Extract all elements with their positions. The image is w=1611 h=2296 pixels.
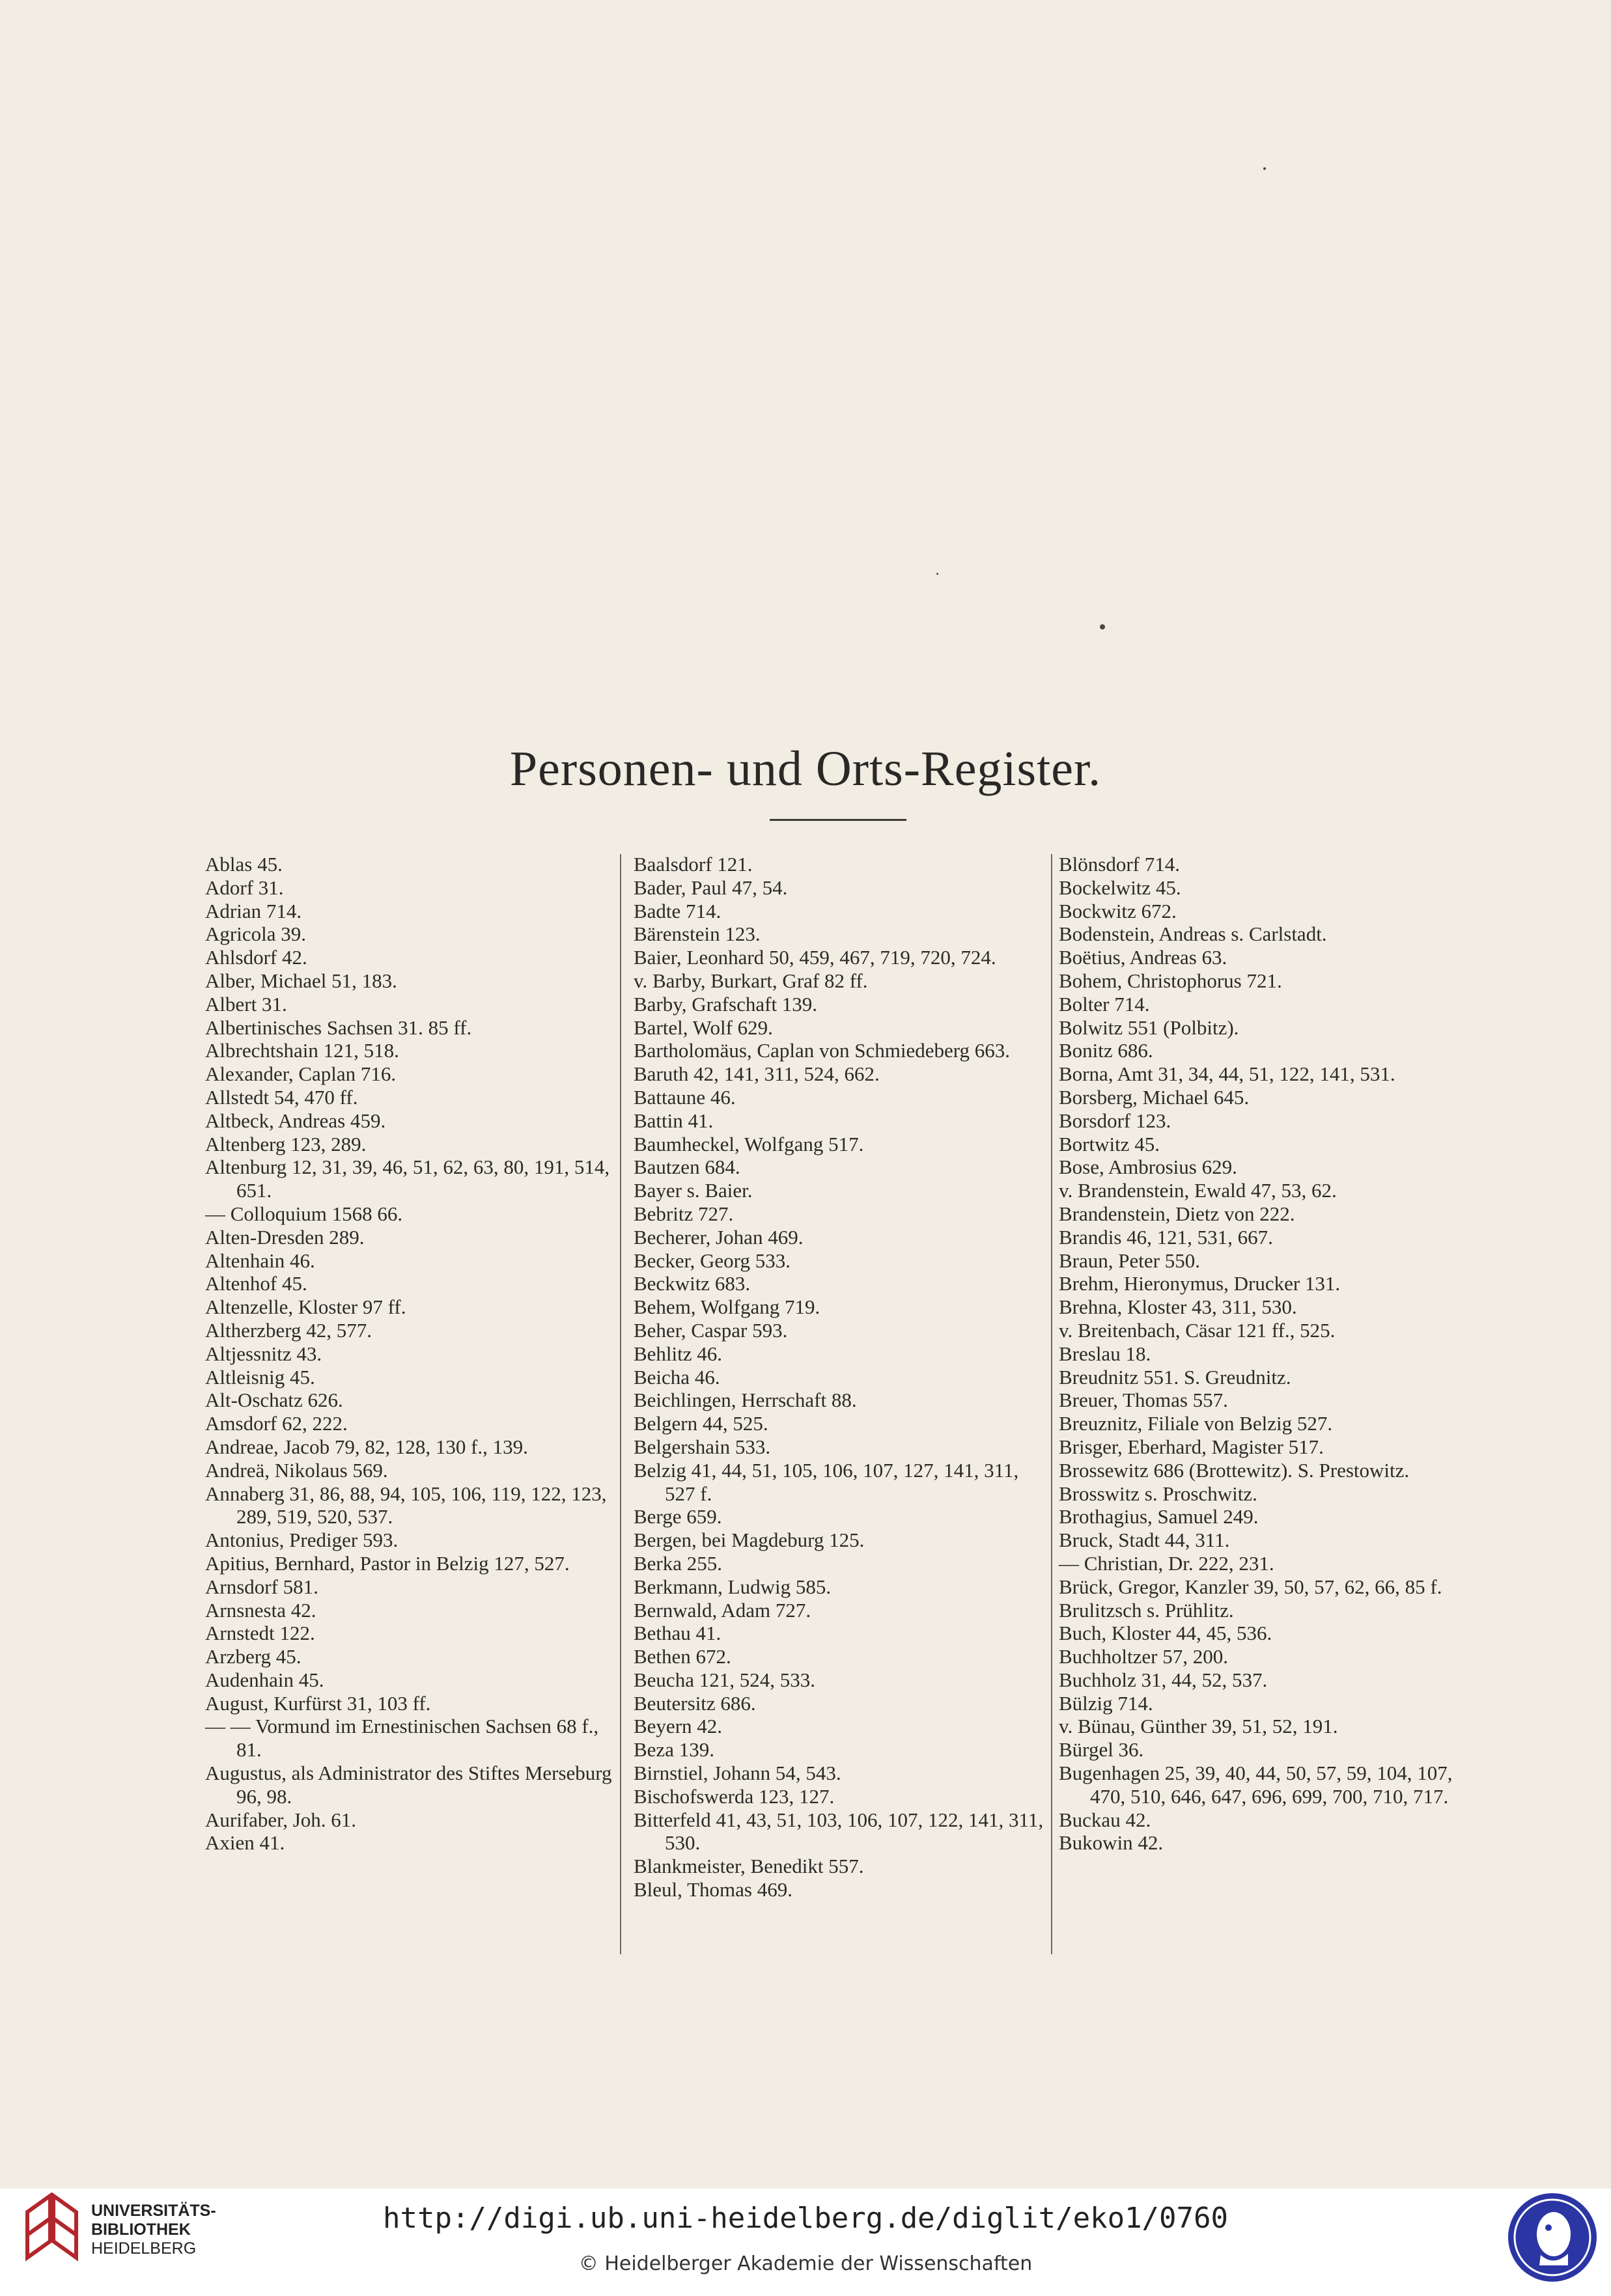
register-entry: Arnsnesta 42.: [205, 1598, 316, 1622]
register-column-1: [205, 853, 612, 1855]
register-entry: Altenburg 12, 31, 39, 46, 51, 62, 63, 80, 191, 514, 651.: [205, 1155, 610, 1202]
register-entry: — — Vormund im Ernestinischen Sachsen 68 f., 81.: [205, 1715, 599, 1762]
register-entry: Audenhain 45.: [205, 1668, 324, 1691]
register-entry: Bolwitz 551 (Polbitz).: [1059, 1016, 1239, 1039]
register-entry: Behem, Wolfgang 719.: [634, 1295, 820, 1319]
register-entry: Albrechtshain 121, 518.: [205, 1039, 399, 1062]
register-entry: Brück, Gregor, Kanzler 39, 50, 57, 62, 66, 85 f.: [1059, 1575, 1442, 1598]
register-entry: Baalsdorf 121.: [634, 853, 753, 876]
register-entry: Arnstedt 122.: [205, 1622, 315, 1645]
register-entry: Bitterfeld 41, 43, 51, 103, 106, 107, 122, 141, 311, 530.: [634, 1808, 1044, 1855]
register-entry: Altenhain 46.: [205, 1249, 315, 1272]
print-speck: [1263, 167, 1266, 170]
register-entry: Bohem, Christophorus 721.: [1059, 969, 1282, 992]
register-entry: Badte 714.: [634, 899, 721, 922]
library-name-line-2: BIBLIOTHEK: [91, 2220, 191, 2239]
register-entry: Brossewitz 686 (Brottewitz). S. Prestowitz.: [1059, 1458, 1410, 1482]
register-entry: Beucha 121, 524, 533.: [634, 1668, 815, 1691]
print-speck: [1100, 624, 1105, 629]
register-entry: Altenzelle, Kloster 97 ff.: [205, 1295, 406, 1319]
register-entry: v. Brandenstein, Ewald 47, 53, 62.: [1059, 1179, 1337, 1202]
register-entry: Brisger, Eberhard, Magister 517.: [1059, 1435, 1324, 1458]
register-entry: — Christian, Dr. 222, 231.: [1059, 1551, 1274, 1575]
register-entry: Brothagius, Samuel 249.: [1059, 1505, 1259, 1528]
register-entry: Adrian 714.: [205, 899, 302, 922]
register-entry: Beckwitz 683.: [634, 1272, 751, 1295]
permalink-url[interactable]: http://digi.ub.uni-heidelberg.de/diglit/eko1/0760: [382, 2202, 1229, 2235]
register-entry: v. Barby, Burkart, Graf 82 ff.: [634, 969, 868, 992]
column-divider-2: [1051, 854, 1052, 1954]
register-entry: Brehm, Hieronymus, Drucker 131.: [1059, 1272, 1341, 1295]
register-entry: v. Bünau, Günther 39, 51, 52, 191.: [1059, 1715, 1338, 1738]
register-entry: Andreä, Nikolaus 569.: [205, 1458, 388, 1482]
copyright-notice: © Heidelberger Akademie der Wissenschaften: [578, 2252, 1033, 2275]
register-entry: Buchholz 31, 44, 52, 537.: [1059, 1668, 1268, 1691]
register-entry: Annaberg 31, 86, 88, 94, 105, 106, 119, 122, 123, 289, 519, 520, 537.: [205, 1482, 607, 1528]
column-divider-1: [620, 854, 621, 1954]
register-entry: Albertinisches Sachsen 31. 85 ff.: [205, 1016, 472, 1039]
print-speck: [936, 573, 938, 575]
register-entry: Bugenhagen 25, 39, 40, 44, 50, 57, 59, 104, 107, 470, 510, 646, 647, 696, 699, 700, 710, 717.: [1059, 1762, 1453, 1808]
register-entry: Belzig 41, 44, 51, 105, 106, 107, 127, 141, 311, 527 f.: [634, 1458, 1019, 1505]
register-entry: v. Breitenbach, Cäsar 121 ff., 525.: [1059, 1318, 1336, 1342]
register-entry: Bethen 672.: [634, 1645, 731, 1668]
register-entry: Belgershain 533.: [634, 1435, 771, 1458]
register-entry: Adorf 31.: [205, 876, 284, 899]
register-entry: Bartholomäus, Caplan von Schmiedeberg 663.: [634, 1039, 1010, 1062]
register-entry: Bonitz 686.: [1059, 1039, 1153, 1062]
register-entry: Altenhof 45.: [205, 1272, 307, 1295]
register-entry: Brulitzsch s. Prühlitz.: [1059, 1598, 1234, 1622]
register-entry: Battin 41.: [634, 1109, 714, 1132]
library-name-line-3: HEIDELBERG: [91, 2239, 197, 2258]
register-entry: Amsdorf 62, 222.: [205, 1412, 348, 1435]
register-column-2: [634, 853, 1044, 1902]
register-entry: Birnstiel, Johann 54, 543.: [634, 1762, 841, 1785]
register-entry: Bärenstein 123.: [634, 922, 761, 946]
register-entry: Baier, Leonhard 50, 459, 467, 719, 720, 724.: [634, 946, 996, 969]
register-entry: Beichlingen, Herrschaft 88.: [634, 1389, 857, 1412]
register-entry: Bürgel 36.: [1059, 1738, 1144, 1762]
register-entry: Bayer s. Baier.: [634, 1179, 753, 1202]
register-entry: Arnsdorf 581.: [205, 1575, 318, 1598]
register-entry: Augustus, als Administrator des Stiftes Merseburg 96, 98.: [205, 1762, 612, 1808]
register-entry: Boëtius, Andreas 63.: [1059, 946, 1227, 969]
register-entry: Altleisnig 45.: [205, 1365, 315, 1389]
register-entry: Bebritz 727.: [634, 1202, 734, 1225]
register-entry: Berge 659.: [634, 1505, 722, 1528]
register-entry: Bose, Ambrosius 629.: [1059, 1155, 1237, 1179]
register-entry: Alt-Oschatz 626.: [205, 1389, 343, 1412]
register-entry: Bortwitz 45.: [1059, 1132, 1160, 1155]
register-entry: Buch, Kloster 44, 45, 536.: [1059, 1622, 1272, 1645]
register-entry: Alexander, Caplan 716.: [205, 1062, 397, 1086]
library-name-line-1: UNIVERSITÄTS-: [91, 2202, 216, 2220]
register-entry: Andreae, Jacob 79, 82, 128, 130 f., 139.: [205, 1435, 528, 1458]
register-entry: Beyern 42.: [634, 1715, 723, 1738]
register-entry: Becker, Georg 533.: [634, 1249, 791, 1272]
register-entry: Agricola 39.: [205, 922, 306, 946]
register-entry: Battaune 46.: [634, 1085, 736, 1109]
register-entry: Altbeck, Andreas 459.: [205, 1109, 386, 1132]
register-entry: Blankmeister, Benedikt 557.: [634, 1855, 864, 1878]
register-entry: August, Kurfürst 31, 103 ff.: [205, 1691, 431, 1715]
register-entry: Bartel, Wolf 629.: [634, 1016, 773, 1039]
register-entry: Becherer, Johan 469.: [634, 1225, 804, 1249]
register-entry: Alten-Dresden 289.: [205, 1225, 365, 1249]
register-entry: Breslau 18.: [1059, 1342, 1151, 1365]
register-entry: Bülzig 714.: [1059, 1691, 1153, 1715]
register-entry: Arzberg 45.: [205, 1645, 301, 1668]
register-entry: Bodenstein, Andreas s. Carlstadt.: [1059, 922, 1327, 946]
register-entry: Bischofswerda 123, 127.: [634, 1784, 835, 1808]
register-entry: Beza 139.: [634, 1738, 714, 1762]
register-entry: Barby, Grafschaft 139.: [634, 992, 818, 1016]
register-entry: Altjessnitz 43.: [205, 1342, 322, 1365]
register-entry: Brandenstein, Dietz von 222.: [1059, 1202, 1295, 1225]
register-entry: Buckau 42.: [1059, 1808, 1151, 1831]
register-entry: Borsdorf 123.: [1059, 1109, 1171, 1132]
register-entry: Antonius, Prediger 593.: [205, 1528, 399, 1552]
register-entry: Brehna, Kloster 43, 311, 530.: [1059, 1295, 1297, 1319]
register-entry: Allstedt 54, 470 ff.: [205, 1085, 358, 1109]
register-entry: Breuznitz, Filiale von Belzig 527.: [1059, 1412, 1333, 1435]
register-entry: Axien 41.: [205, 1831, 285, 1855]
register-entry: Baruth 42, 141, 311, 524, 662.: [634, 1062, 880, 1086]
register-entry: Brosswitz s. Proschwitz.: [1059, 1482, 1257, 1505]
register-entry: Belgern 44, 525.: [634, 1412, 768, 1435]
register-entry: Behlitz 46.: [634, 1342, 723, 1365]
register-entry: Baumheckel, Wolfgang 517.: [634, 1132, 864, 1155]
register-entry: Altherzberg 42, 577.: [205, 1318, 372, 1342]
register-entry: — Colloquium 1568 66.: [205, 1202, 403, 1225]
register-entry: Ablas 45.: [205, 853, 283, 876]
register-entry: Bockwitz 672.: [1059, 899, 1177, 922]
register-entry: Breuer, Thomas 557.: [1059, 1389, 1228, 1412]
register-entry: Berkmann, Ludwig 585.: [634, 1575, 832, 1598]
academy-seal-icon: [1506, 2189, 1600, 2286]
register-entry: Brandis 46, 121, 531, 667.: [1059, 1225, 1273, 1249]
register-entry: Bockelwitz 45.: [1059, 876, 1181, 899]
register-entry: Bukowin 42.: [1059, 1831, 1164, 1855]
register-entry: Bolter 714.: [1059, 992, 1150, 1016]
register-entry: Apitius, Bernhard, Pastor in Belzig 127, 527.: [205, 1551, 570, 1575]
register-entry: Aurifaber, Joh. 61.: [205, 1808, 357, 1831]
register-entry: Bautzen 684.: [634, 1155, 740, 1179]
page-title: Personen- und Orts-Register.: [509, 741, 1102, 796]
register-entry: Bernwald, Adam 727.: [634, 1598, 811, 1622]
register-entry: Ahlsdorf 42.: [205, 946, 307, 969]
register-entry: Bethau 41.: [634, 1622, 721, 1645]
register-entry: Bergen, bei Magdeburg 125.: [634, 1528, 865, 1552]
register-entry: Breudnitz 551. S. Greudnitz.: [1059, 1365, 1291, 1389]
register-entry: Beher, Caspar 593.: [634, 1318, 788, 1342]
register-entry: Alber, Michael 51, 183.: [205, 969, 397, 992]
register-entry: Beicha 46.: [634, 1365, 720, 1389]
register-entry: Braun, Peter 550.: [1059, 1249, 1200, 1272]
register-entry: Borsberg, Michael 645.: [1059, 1085, 1250, 1109]
register-entry: Bruck, Stadt 44, 311.: [1059, 1528, 1230, 1552]
register-entry: Altenberg 123, 289.: [205, 1132, 367, 1155]
title-rule: [770, 819, 906, 821]
register-entry: Beutersitz 686.: [634, 1691, 756, 1715]
register-entry: Bleul, Thomas 469.: [634, 1878, 792, 1902]
register-entry: Albert 31.: [205, 992, 287, 1016]
register-entry: Blönsdorf 714.: [1059, 853, 1180, 876]
register-column-3: [1059, 853, 1476, 1855]
register-entry: Bader, Paul 47, 54.: [634, 876, 788, 899]
register-entry: Berka 255.: [634, 1551, 723, 1575]
register-entry: Borna, Amt 31, 34, 44, 51, 122, 141, 531.: [1059, 1062, 1395, 1086]
register-entry: Buchholtzer 57, 200.: [1059, 1645, 1229, 1668]
